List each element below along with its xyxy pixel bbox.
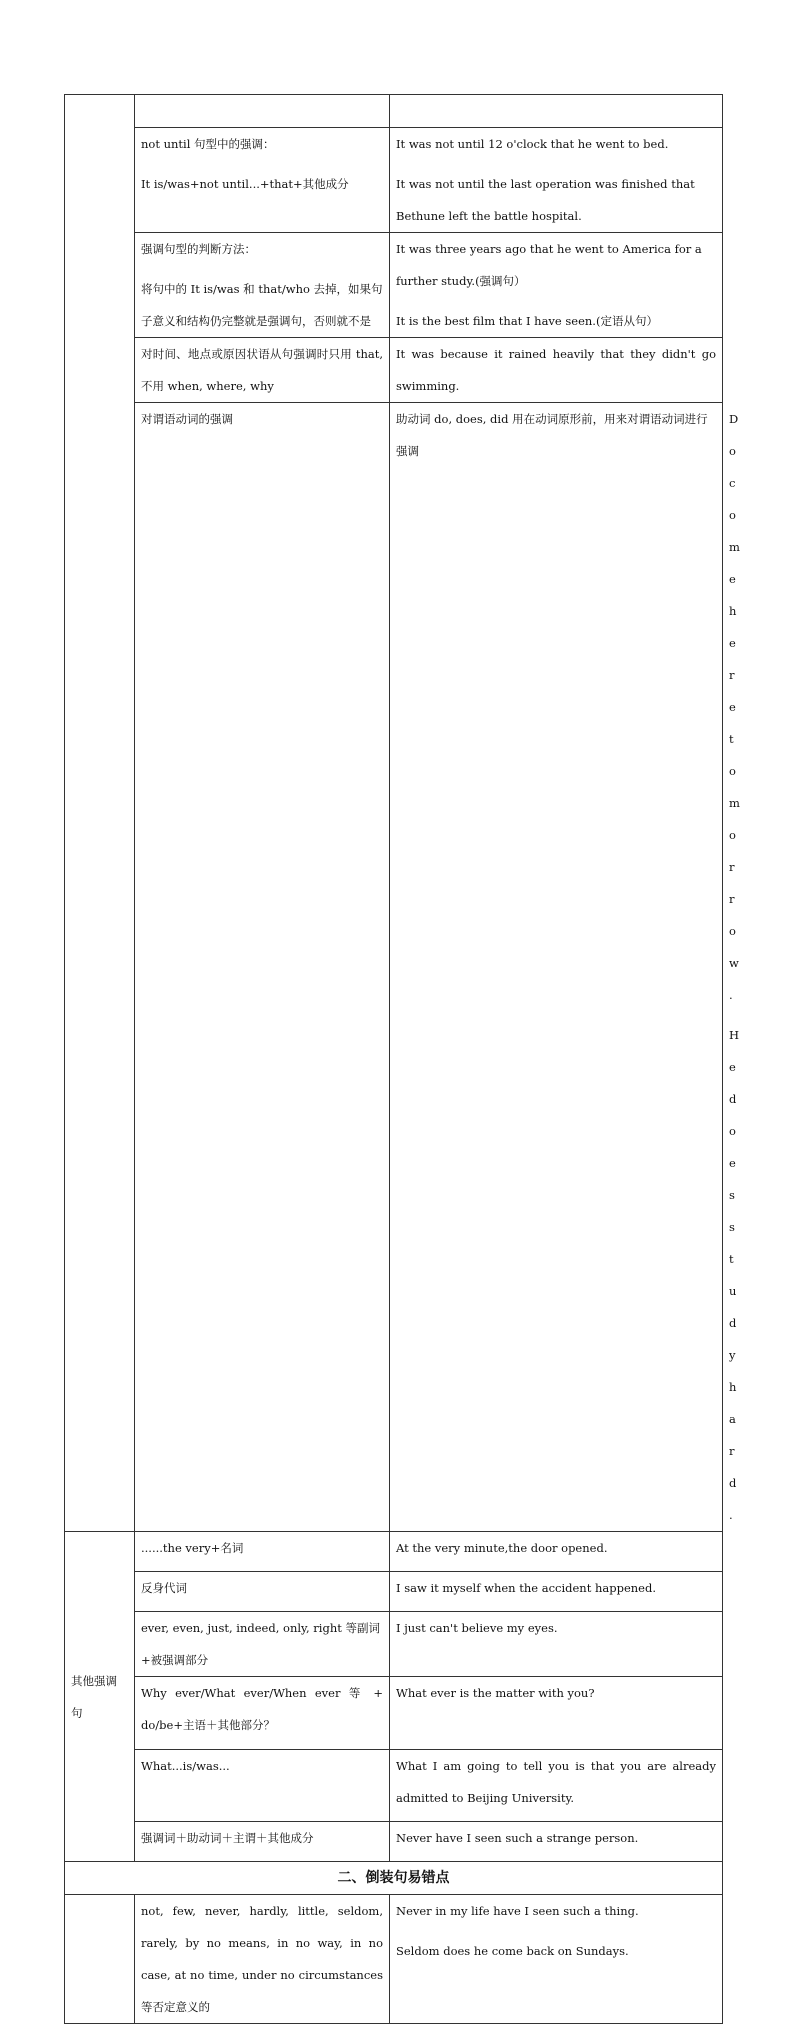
rule-cell: not, few, never, hardly, little, seldom, rarely, by no means, in no way, in no case, at no time, under no circumstances 等否定意义的 xyxy=(135,1895,390,2024)
category-cell: 对谓语动词的强调 xyxy=(135,403,390,1532)
example-cell: I just can't believe my eyes. xyxy=(390,1612,723,1677)
table-row xyxy=(65,1612,723,1677)
example-line: It was three years ago that he went to America for a further study.(强调句） xyxy=(396,242,702,288)
rule-cell: Why ever/What ever/When ever 等 + do/be+主语＋其他部分？ xyxy=(135,1677,390,1750)
table-row xyxy=(65,1532,723,1572)
grammar-table xyxy=(64,94,740,2024)
rule-cell xyxy=(135,233,390,338)
category-cell-continued xyxy=(65,95,135,1532)
example-cell: What ever is the matter with you? xyxy=(390,1677,723,1750)
section-heading: 二、倒装句易错点 xyxy=(65,1862,723,1895)
table-row xyxy=(65,128,723,233)
table-row xyxy=(65,1862,723,1895)
example-cell: At the very minute,the door opened. xyxy=(390,1532,723,1572)
table-row xyxy=(65,338,723,403)
example-cell: What I am going to tell you is that you are already admitted to Beijing University. xyxy=(390,1750,723,1822)
example-cell: I saw it myself when the accident happened. xyxy=(390,1572,723,1612)
rule-line: 将句中的 It is/was 和 that/who 去掉，如果句子意义和结构仍完整就是强调句，否则就不是 xyxy=(141,282,383,328)
rule-cell xyxy=(135,95,390,128)
example-line: It was not until 12 o'clock that he went to bed. xyxy=(396,137,669,151)
rule-cell: What...is/was... xyxy=(135,1750,390,1822)
rule-cell: 助动词 do, does, did 用在动词原形前，用来对谓语动词进行强调 xyxy=(390,403,723,1532)
category-cell xyxy=(65,1895,135,2024)
example-cell xyxy=(390,233,723,338)
rule-cell xyxy=(135,128,390,233)
example-line: It is the best film that I have seen.(定语从句） xyxy=(396,314,658,328)
table-row xyxy=(65,1677,723,1750)
table-row xyxy=(65,1822,723,1862)
example-cell: It was because it rained heavily that they didn't go swimming. xyxy=(390,338,723,403)
rule-cell: ......the very+名词 xyxy=(135,1532,390,1572)
table-row xyxy=(65,233,723,338)
example-line: Never in my life have I seen such a thing. xyxy=(396,1904,639,1918)
table-row xyxy=(65,1750,723,1822)
rule-cell: 反身代词 xyxy=(135,1572,390,1612)
category-cell: 其他强调句 xyxy=(65,1532,135,1862)
rule-line: 强调句型的判断方法： xyxy=(141,242,256,256)
example-line: Seldom does he come back on Sundays. xyxy=(396,1944,629,1958)
rule-cell: 对时间、地点或原因状语从句强调时只用 that, 不用 when, where, why xyxy=(135,338,390,403)
example-line: It was not until the last operation was finished that Bethune left the battle hospital. xyxy=(396,177,695,223)
example-cell xyxy=(390,1895,723,2024)
table-row xyxy=(65,95,723,128)
example-cell xyxy=(390,128,723,233)
table-row xyxy=(65,1895,723,2024)
table-row: 对谓语动词的强调 助动词 do, does, did 用在动词原形前，用来对谓语动词进行强调 Do come here tomorrow. He does study hard. xyxy=(65,403,723,1532)
rule-cell: 强调词＋助动词＋主谓＋其他成分 xyxy=(135,1822,390,1862)
rule-line: not until 句型中的强调： xyxy=(141,137,275,151)
example-cell: Never have I seen such a strange person. xyxy=(390,1822,723,1862)
rule-line: It is/was+not until...+that+其他成分 xyxy=(141,177,349,191)
example-cell xyxy=(390,95,723,128)
rule-cell: ever, even, just, indeed, only, right 等副词+被强调部分 xyxy=(135,1612,390,1677)
table-row xyxy=(65,1572,723,1612)
